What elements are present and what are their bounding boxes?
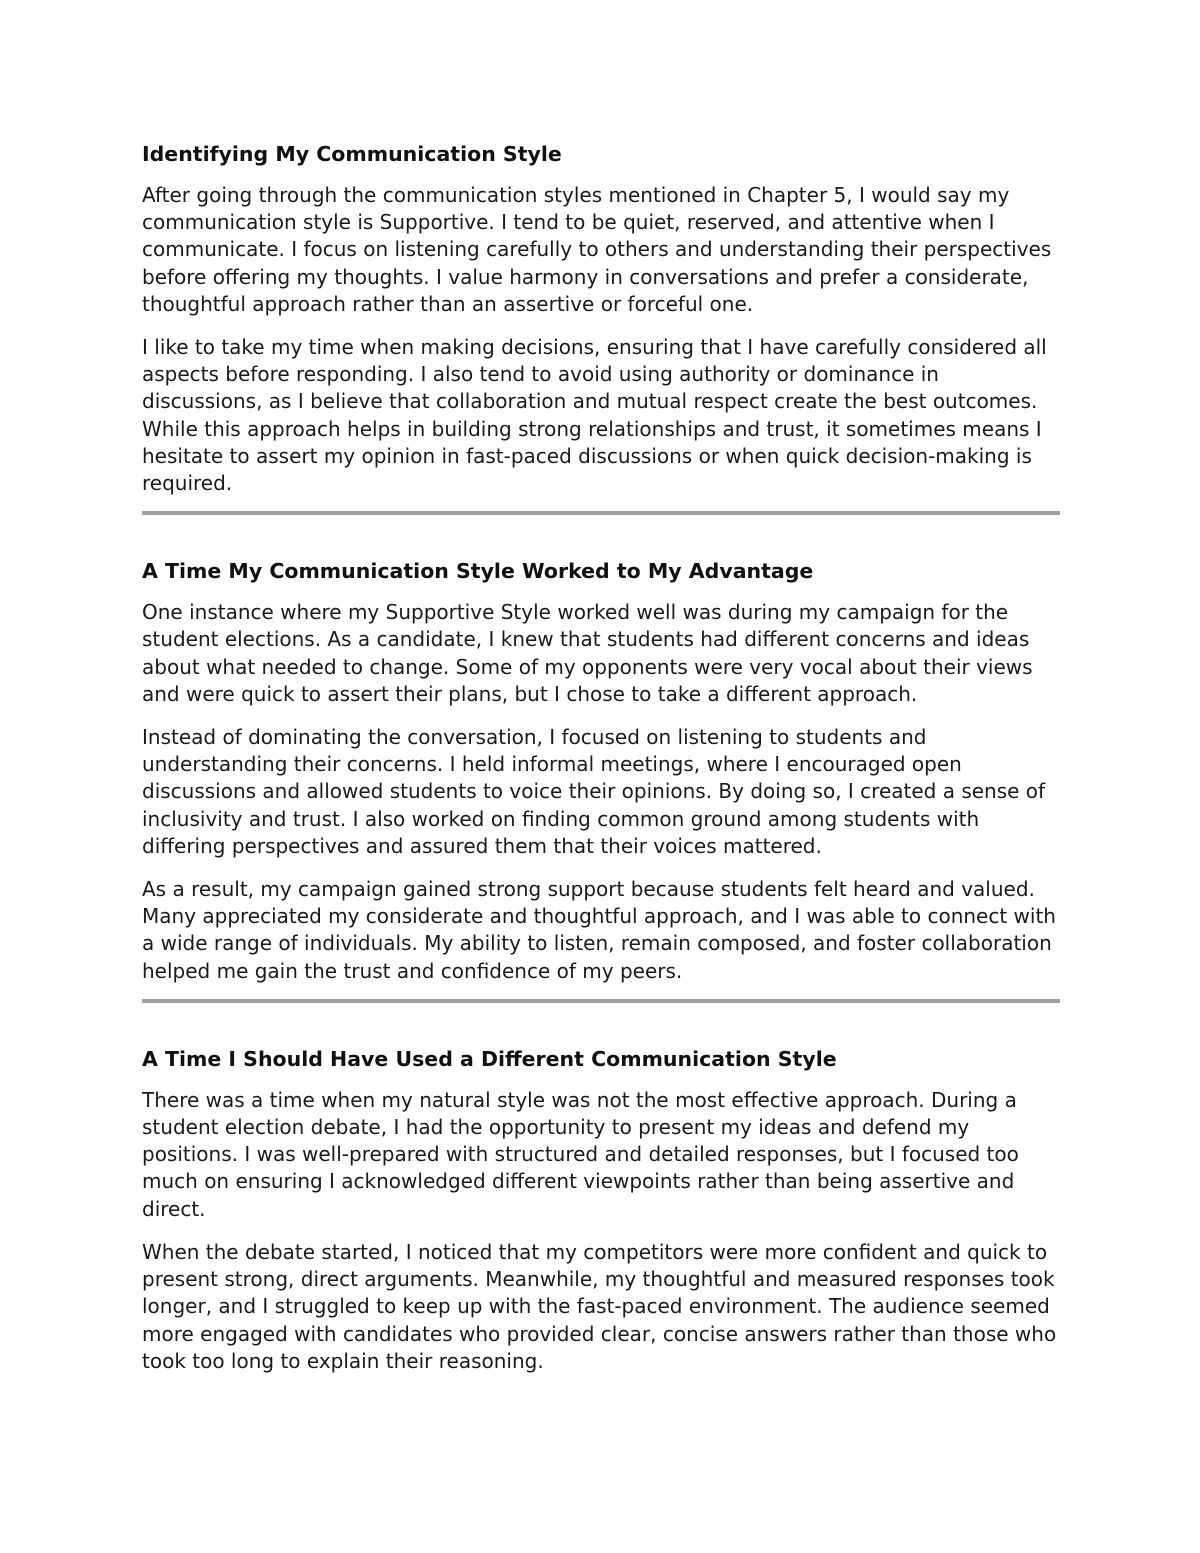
paragraph: After going through the communication styles mentioned in Chapter 5, I would say my communication style is Supportive. I tend to be quiet, reserved, and attentive when I communicate. I focus on listening carefully to others and understanding their perspectives before offering my thoughts. I value harmony in conversations and prefer a considerate, thoughtful approach rather than an assertive or forceful one. xyxy=(142,183,1052,316)
section-divider xyxy=(142,511,1060,515)
section-communication-style xyxy=(142,140,1060,497)
paragraph: I like to take my time when making decisions, ensuring that I have carefully considered all aspects before responding. I also tend to avoid using authority or dominance in discussions, as I believe that collaboration and mutual respect create the best outcomes. While this approach helps in building strong relationships and trust, it sometimes means I hesitate to assert my opinion in fast-paced discussions or when quick decision-making is required. xyxy=(142,335,1047,496)
paragraph: As a result, my campaign gained strong support because students felt heard and valued. Many appreciated my considerate and thoughtful approach, and I was able to connect with a wide range of individuals. My ability to listen, remain composed, and foster collaboration helped me gain the trust and confidence of my peers. xyxy=(142,877,1056,983)
paragraph: Instead of dominating the conversation, I focused on listening to students and understanding their concerns. I held informal meetings, where I encouraged open discussions and allowed students to voice their opinions. By doing so, I created a sense of inclusivity and trust. I also worked on finding common ground among students with differing perspectives and assured them that their voices mattered. xyxy=(142,725,1046,858)
paragraph: When the debate started, I noticed that my competitors were more confident and quick to present strong, direct arguments. Meanwhile, my thoughtful and measured responses took longer, and I struggled to keep up with the fast-paced environment. The audience seemed more engaged with candidates who provided clear, concise answers rather than those who took too long to explain their reasoning. xyxy=(142,1239,1057,1373)
section-title: A Time My Communication Style Worked to My Advantage xyxy=(142,559,814,584)
section-title: Identifying My Communication Style xyxy=(142,142,562,166)
paragraph: There was a time when my natural style was not the most effective approach. During a student election debate, I had the opportunity to present my ideas and defend my positions. I was well-prepared with structured and detailed responses, but I focused too much on ensuring I acknowledged different viewpoints rather than being assertive and direct. xyxy=(142,1087,1019,1221)
section-different-style xyxy=(142,1045,1060,1375)
section-divider xyxy=(142,999,1060,1003)
document-page xyxy=(142,140,1060,1389)
section-title: A Time I Should Have Used a Different Communication Style xyxy=(142,1046,837,1071)
paragraph: One instance where my Supportive Style worked well was during my campaign for the student elections. As a candidate, I knew that students had different concerns and ideas about what needed to change. Some of my opponents were very vocal about their views and were quick to assert their plans, but I chose to take a different approach. xyxy=(142,600,1033,706)
section-worked-to-advantage xyxy=(142,557,1060,985)
